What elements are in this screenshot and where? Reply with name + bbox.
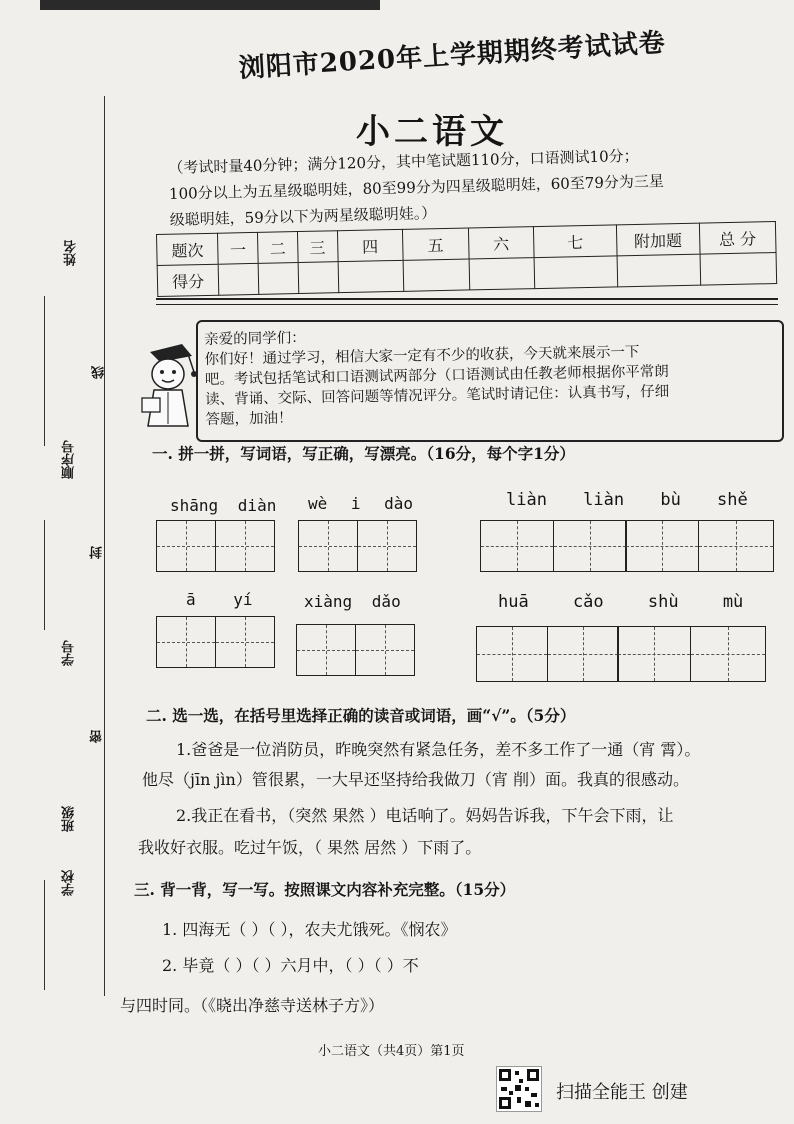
- pinyin-prompt: wè i dào: [308, 494, 414, 513]
- score-cell[interactable]: [298, 262, 338, 294]
- qr-code-icon: [496, 1066, 542, 1112]
- score-cell[interactable]: [403, 259, 469, 291]
- column-header: 四: [337, 229, 403, 261]
- question-line: 他尽（jīn jìn）管很累，一大早还坚持给我做刀（宵 削）面。我真的很感动。: [142, 770, 689, 789]
- writing-cell[interactable]: [215, 520, 275, 572]
- writing-cell[interactable]: [690, 626, 766, 682]
- writing-grid: [476, 626, 764, 682]
- row-label: 得分: [157, 264, 219, 296]
- notice-line: 你们好！通过学习，相信大家一定有不少的收获，今天就来展示一下: [204, 344, 640, 368]
- column-header: 一: [218, 232, 258, 264]
- school-blank: [44, 880, 45, 990]
- class-label: 班级: [62, 806, 77, 832]
- subject-title: 小二语文: [356, 112, 508, 152]
- student-mascot-icon: [136, 342, 200, 432]
- name-blank: [44, 296, 45, 446]
- section-2-title: 二. 选一选，在括号里选择正确的读音或词语，画“√”。（5分）: [146, 706, 576, 725]
- sequence-blank: [44, 520, 45, 630]
- pinyin-prompt: liàn liàn bù shě: [506, 490, 748, 510]
- writing-grid: [480, 520, 772, 572]
- question-line: 2.我正在看书，（突然 果然 ）电话响了。妈妈告诉我，下午会下雨，让: [176, 806, 674, 825]
- score-cell[interactable]: [218, 263, 258, 295]
- name-label: 姓名: [64, 240, 79, 266]
- writing-grid: [298, 520, 415, 572]
- notice-message: [204, 320, 778, 430]
- pinyin-prompt: xiàng dǎo: [304, 592, 401, 611]
- secret-label: 密: [90, 730, 105, 743]
- notice-line: 读、背诵、交际、回答问题等情况评分。笔试时请记住：认真书写，仔细: [205, 383, 670, 408]
- row-label: 题次: [157, 233, 219, 265]
- writing-cell[interactable]: [156, 520, 216, 572]
- question-line: 1. 四海无（ ）（ ），农夫尤饿死。《悯农》: [162, 920, 457, 939]
- writing-cell[interactable]: [296, 624, 356, 676]
- writing-grid: [296, 624, 413, 676]
- writing-cell[interactable]: [698, 520, 774, 572]
- writing-cell[interactable]: [298, 520, 358, 572]
- writing-cell[interactable]: [547, 626, 619, 682]
- score-cell[interactable]: [700, 253, 777, 286]
- column-header: 总 分: [699, 222, 776, 255]
- column-header: 七: [534, 225, 617, 258]
- writing-grid: [156, 520, 273, 572]
- notice-line: 亲爱的同学们：: [204, 330, 306, 348]
- school-label: 学校: [62, 870, 77, 896]
- pinyin-prompt: huā cǎo shù mù: [498, 592, 744, 612]
- instruction-line: 级聪明娃，59分以下为两星级聪明娃。）: [169, 204, 437, 229]
- question-line: 1.爸爸是一位消防员，昨晚突然有紧急任务，差不多工作了一通（宵 霄）。: [176, 740, 701, 759]
- question-line: 2. 毕竟（ ）（ ）六月中，（ ）（ ）不: [162, 956, 419, 975]
- column-header: 六: [468, 227, 534, 259]
- score-cell[interactable]: [617, 254, 700, 287]
- scan-edge-shadow: [40, 0, 380, 10]
- scanner-watermark: 扫描全能王 创建: [556, 1082, 688, 1103]
- writing-cell[interactable]: [476, 626, 548, 682]
- writing-grid: [156, 616, 273, 668]
- score-cell[interactable]: [534, 256, 617, 289]
- instruction-line: （考试时量40分钟；满分120分，其中笔试题110分，口语测试10分；: [168, 146, 639, 177]
- pinyin-prompt: ā yí: [186, 590, 253, 609]
- instruction-line: 100分以上为五星级聪明娃，80至99分为四星级聪明娃，60至79分为三星: [168, 172, 665, 203]
- pinyin-prompt: shāng diàn: [170, 496, 277, 515]
- seal-label: 封: [90, 546, 105, 559]
- writing-cell[interactable]: [553, 520, 627, 572]
- writing-cell[interactable]: [156, 616, 216, 668]
- column-header: 三: [297, 231, 337, 263]
- writing-cell[interactable]: [617, 626, 691, 682]
- notice-line: 吧。考试包括笔试和口语测试两部分（口语测试由任教老师根据你平常朗: [204, 363, 669, 388]
- question-line: 与四时同。（《晓出净慈寺送林子方》）: [120, 996, 385, 1015]
- writing-cell[interactable]: [215, 616, 275, 668]
- line-label: 线: [92, 366, 107, 379]
- score-cell[interactable]: [469, 258, 535, 290]
- score-cell[interactable]: [258, 263, 298, 295]
- section-1-title: 一. 拼一拼，写词语，写正确，写漂亮。（16分，每个字1分）: [152, 444, 575, 463]
- writing-cell[interactable]: [355, 624, 415, 676]
- notice-line: 答题，加油！: [205, 410, 293, 428]
- writing-cell[interactable]: [625, 520, 699, 572]
- page-footer: 小二语文（共4页）第1页: [318, 1044, 465, 1059]
- column-header: 二: [257, 232, 297, 264]
- writing-cell[interactable]: [480, 520, 554, 572]
- question-line: 我收好衣服。吃过午饭，（ 果然 居然 ）下雨了。: [138, 838, 482, 857]
- exam-title: 浏阳市2020年上学期期终考试试卷: [238, 27, 667, 85]
- column-header: 五: [403, 228, 469, 260]
- sequence-number-label: 顺序号: [62, 440, 77, 479]
- section-3-title: 三. 背一背，写一写。按照课文内容补充完整。（15分）: [134, 880, 516, 899]
- divider: [156, 298, 778, 305]
- exam-instructions: [168, 139, 780, 233]
- score-table: [156, 221, 777, 297]
- score-cell[interactable]: [338, 260, 404, 292]
- writing-cell[interactable]: [357, 520, 417, 572]
- student-id-label: 学号: [62, 640, 77, 666]
- column-header: 附加题: [616, 223, 699, 256]
